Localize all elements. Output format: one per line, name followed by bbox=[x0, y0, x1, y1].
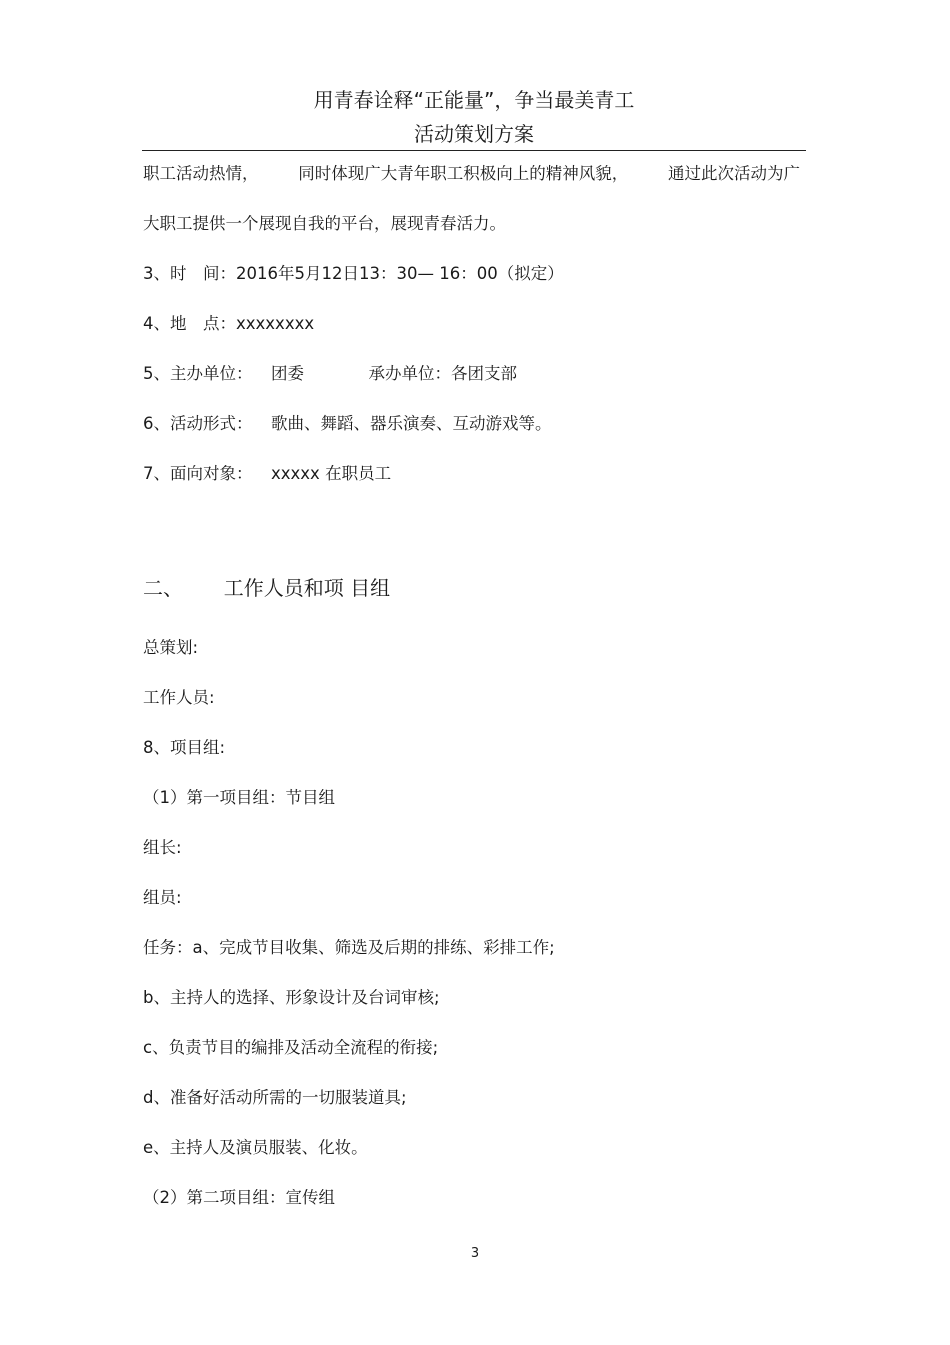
form-value: 歌曲、舞蹈、器乐演奏、互动游戏等。 bbox=[271, 414, 552, 433]
intro-line-2: 大职工提供一个展现自我的平台，展现青春活力。 bbox=[143, 214, 506, 233]
intro-line-1 bbox=[143, 162, 800, 186]
audience-value: xxxxx 在职员工 bbox=[271, 464, 392, 483]
page-header bbox=[142, 82, 806, 150]
time-item bbox=[143, 262, 564, 286]
project-groups: 8、项目组: bbox=[143, 738, 226, 757]
form-item bbox=[143, 412, 552, 436]
task-a: 任务：a、完成节目收集、筛选及后期的排练、彩排工作; bbox=[143, 938, 555, 957]
time-value: 2016年5月12日13：30— 16：00（拟定） bbox=[236, 264, 564, 283]
header-rule bbox=[142, 150, 806, 151]
task-d: d、准备好活动所需的一切服装道具; bbox=[143, 1088, 407, 1107]
host-label: 5、主办单位： bbox=[143, 364, 253, 383]
intro-fragment-1: 职工活动热情， bbox=[143, 164, 259, 183]
organizer-value: 各团支部 bbox=[451, 364, 517, 383]
intro-fragment-2: 同时体现广大青年职工积极向上的精神风貌， bbox=[298, 164, 629, 183]
task-e: e、主持人及演员服装、化妆。 bbox=[143, 1138, 368, 1157]
chief-planner: 总策划: bbox=[143, 638, 199, 657]
group-leader: 组长: bbox=[143, 838, 182, 857]
host-item bbox=[143, 362, 517, 386]
group-2-title: （2）第二项目组：宣传组 bbox=[143, 1188, 335, 1207]
host-value: 团委 bbox=[271, 364, 304, 383]
task-b: b、主持人的选择、形象设计及台词审核; bbox=[143, 988, 440, 1007]
audience-item bbox=[143, 462, 391, 486]
place-value: xxxxxxxx bbox=[236, 314, 315, 333]
group-members: 组员: bbox=[143, 888, 182, 907]
section-number: 二、 bbox=[143, 576, 183, 600]
task-c: c、负责节目的编排及活动全流程的衔接; bbox=[143, 1038, 439, 1057]
section-title: 工作人员和项 目组 bbox=[223, 576, 391, 600]
page-number: 3 bbox=[470, 1246, 480, 1261]
form-label: 6、活动形式： bbox=[143, 414, 253, 433]
document-title: 用青春诠释“正能量”，争当最美青工 bbox=[313, 88, 635, 112]
audience-label: 7、面向对象： bbox=[143, 464, 253, 483]
place-label: 4、地 点： bbox=[143, 314, 236, 333]
place-item bbox=[143, 312, 314, 336]
group-1-title: （1）第一项目组：节目组 bbox=[143, 788, 335, 807]
intro-fragment-3: 通过此次活动为广 bbox=[668, 164, 800, 183]
section-heading bbox=[143, 574, 390, 602]
document-subtitle: 活动策划方案 bbox=[414, 122, 534, 146]
staff-members: 工作人员: bbox=[143, 688, 215, 707]
organizer-label: 承办单位： bbox=[368, 364, 451, 383]
time-label: 3、时 间： bbox=[143, 264, 236, 283]
